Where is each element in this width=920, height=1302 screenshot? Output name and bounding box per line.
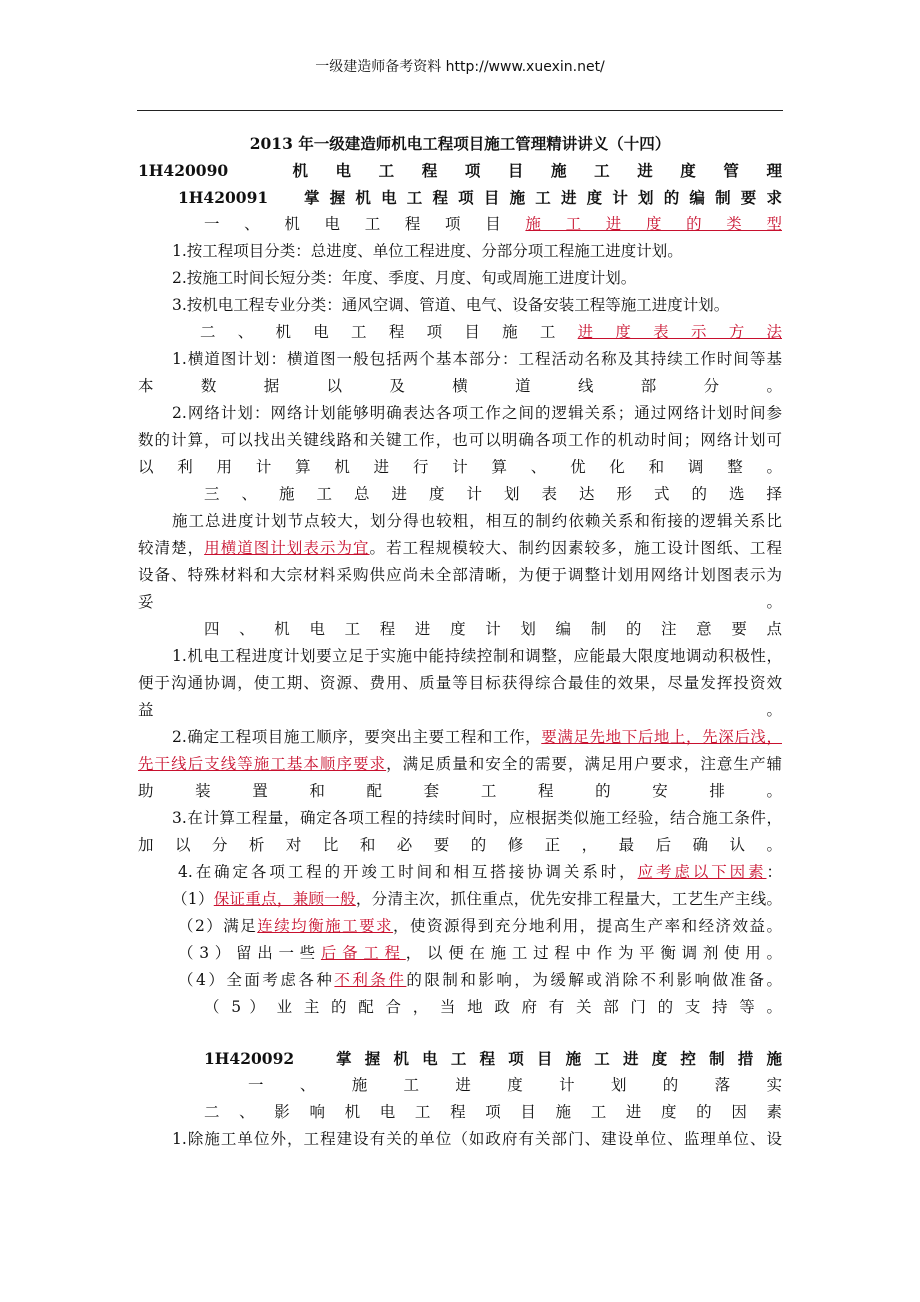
- paragraph-line: 1.横道图计划：横道图一般包括两个基本部分：工程活动名称及其持续工作时间等基: [172, 350, 782, 368]
- factor-item: （2）满足连续均衡施工要求，使资源得到充分地利用，提高生产率和经济效益。: [178, 917, 782, 935]
- paragraph-line: 较清楚，用横道图计划表示为宜。若工程规模较大、制约因素较多，施工设计图纸、工程: [138, 539, 782, 557]
- section-code: 1H420092: [204, 1049, 295, 1068]
- paragraph-line: 助 装 置 和 配 套 工 程 的 安 排 。: [138, 782, 782, 800]
- factor-item: （4）全面考虑各种不利条件的限制和影响，为缓解或消除不利影响做准备。: [178, 971, 782, 989]
- highlight-text: 进 度 表 示 方 法: [577, 323, 782, 341]
- document-title: 2013 年一级建造师机电工程项目施工管理精讲讲义（十四）: [249, 134, 671, 153]
- paragraph-line: 本 数 据 以 及 横 道 线 部 分 。: [138, 377, 782, 395]
- subheading-4: 四 、 机 电 工 程 进 度 计 划 编 制 的 注 意 要 点: [204, 620, 782, 638]
- highlight-text: 连续均衡施工要求: [257, 917, 394, 935]
- list-item: 1.按工程项目分类：总进度、单位工程进度、分部分项工程施工进度计划。: [172, 242, 683, 260]
- section-code: 1H420091: [178, 188, 269, 207]
- paragraph-line: 以 利 用 计 算 机 进 行 计 算 、 优 化 和 调 整 。: [138, 458, 782, 476]
- highlight-text: 后备工程: [320, 944, 406, 962]
- paragraph-line: 1.机电工程进度计划要立足于实施中能持续控制和调整，应能最大限度地调动积极性，: [172, 647, 782, 665]
- paragraph-line: 3.在计算工程量，确定各项工程的持续时间时，应根据类似施工经验，结合施工条件，: [172, 809, 782, 827]
- highlight-text: 应考虑以下因素: [637, 863, 767, 881]
- paragraph-line: 加 以 分 析 对 比 和 必 要 的 修 正 ， 最 后 确 认 。: [138, 836, 782, 854]
- factor-item: （1）保证重点，兼顾一般，分清主次，抓住重点，优先安排工程量大，工艺生产主线。: [172, 890, 782, 908]
- paragraph-line: 1.除施工单位外，工程建设有关的单位（如政府有关部门、建设单位、监理单位、设: [172, 1130, 782, 1148]
- factor-item: （ 5 ） 业 主 的 配 合 ， 当 地 政 府 有 关 部 门 的 支 持 等 。: [204, 998, 782, 1016]
- paragraph-line: 2.网络计划：网络计划能够明确表达各项工作之间的逻辑关系；通过网络计划时间参: [172, 404, 782, 422]
- subheading-t2: 二 、 影 响 机 电 工 程 项 目 施 工 进 度 的 因 素: [204, 1103, 782, 1121]
- section-heading-1h420091: [138, 184, 782, 211]
- paragraph-line: 设备、特殊材料和大宗材料采购供应尚未全部清晰，为便于调整计划用网络计划图表示为: [138, 566, 782, 584]
- paragraph-line: 便于沟通协调，使工期、资源、费用、质量等目标获得综合最佳的效果，尽量发挥投资效: [138, 674, 782, 692]
- chapter-title: 机 电 工 程 项 目 施 工 进 度 管 理: [292, 161, 782, 180]
- header-rule: [137, 110, 783, 111]
- paragraph-line: 数的计算，可以找出关键线路和关键工作，也可以明确各项工作的机动时间；网络计划可: [138, 431, 782, 449]
- paragraph-line: 益 。: [138, 701, 782, 719]
- chapter-heading: [138, 157, 782, 184]
- highlight-text: 用横道图计划表示为宜: [204, 539, 370, 557]
- paragraph-line: 妥 。: [138, 593, 782, 611]
- subheading-3: 三 、 施 工 总 进 度 计 划 表 达 形 式 的 选 择: [204, 485, 782, 503]
- section-title: 掌握机电工程项目施工进度计划的编制要求: [304, 188, 782, 207]
- section-title: 掌握机电工程项目施工进度控制措施: [336, 1049, 782, 1068]
- list-item: 3.按机电工程专业分类：通风空调、管道、电气、设备安装工程等施工进度计划。: [172, 296, 730, 314]
- highlight-text: 保证重点，兼顾一般: [213, 890, 356, 908]
- subheading-1: 一 、 机 电 工 程 项 目 施 工 进 度 的 类 型: [204, 215, 782, 233]
- subheading-2: 二 、 机 电 工 程 项 目 施 工 进 度 表 示 方 法: [200, 323, 782, 341]
- chapter-code: 1H420090: [138, 161, 229, 180]
- spacer: [138, 1021, 782, 1045]
- highlight-text: 要满足先地下后地上，先深后浅，: [541, 728, 782, 746]
- highlight-text: 先干线后支线等施工基本顺序要求: [138, 755, 387, 773]
- subheading-t1: 一 、 施 工 进 度 计 划 的 落 实: [248, 1076, 782, 1094]
- highlight-text: 施 工 进 度 的 类 型: [525, 215, 782, 233]
- list-item: 2.按施工时间长短分类：年度、季度、月度、旬或周施工进度计划。: [172, 269, 637, 287]
- paragraph-line: 施工总进度计划节点较大，划分得也较粗，相互的制约依赖关系和衔接的逻辑关系比: [172, 512, 782, 530]
- factor-item: （3）留出一些后备工程，以便在施工过程中作为平衡调剂使用。: [178, 944, 782, 962]
- document-body: [138, 130, 782, 1153]
- page-header: 一级建造师备考资料 http://www.xuexin.net/: [315, 59, 605, 75]
- paragraph-line: 2.确定工程项目施工顺序，要突出主要工程和工作，要满足先地下后地上，先深后浅，: [172, 728, 782, 746]
- paragraph-line: 先干线后支线等施工基本顺序要求，满足质量和安全的需要，满足用户要求，注意生产辅: [138, 755, 782, 773]
- section-heading-1h420092: [138, 1045, 782, 1072]
- highlight-text: 不利条件: [334, 971, 407, 989]
- paragraph-line: 4.在确定各项工程的开竣工时间和相互搭接协调关系时，应考虑以下因素：: [178, 863, 782, 881]
